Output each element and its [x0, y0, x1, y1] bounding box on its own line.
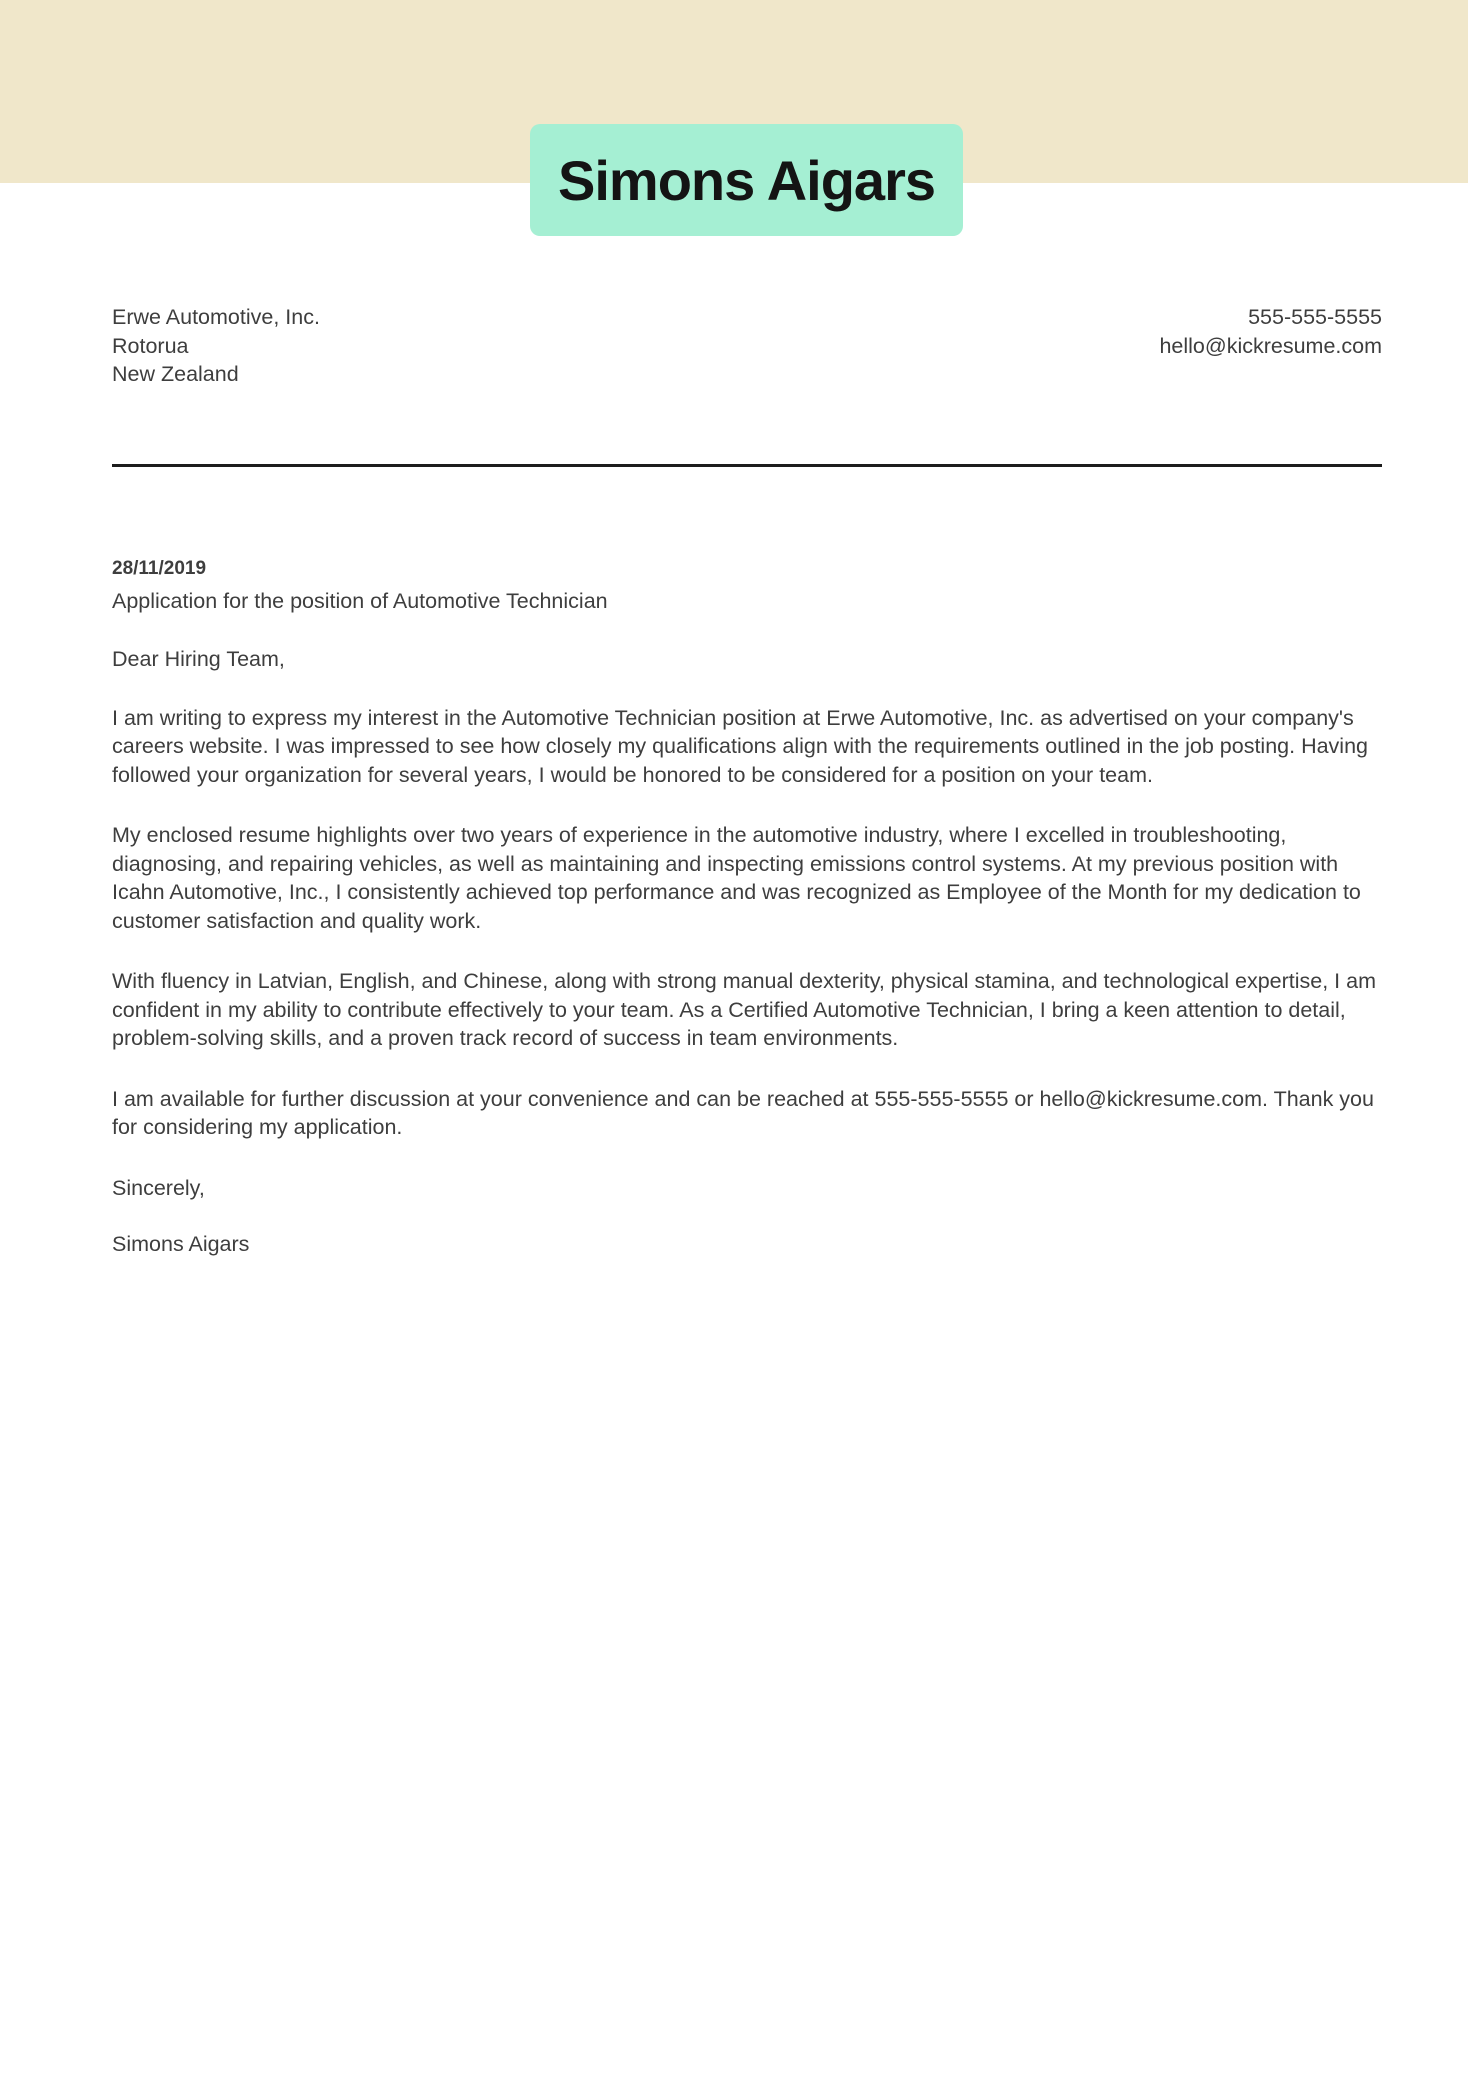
letter-body [112, 555, 1382, 1259]
recipient-company: Erwe Automotive, Inc. [112, 305, 320, 329]
letter-content [112, 183, 1382, 1259]
signature: Simons Aigars [112, 1232, 250, 1256]
recipient-city: Rotorua [112, 333, 189, 358]
body-paragraph-3: With fluency in Latvian, English, and Chinese, along with strong manual dexterity, physical stamina, and technological expertise, I am confident in my ability to contribute effectively to your team. As a Certified Automotive Technician, I bring a keen attention to detail, problem-solving skills, and a proven track record of success in team environments. [112, 969, 1376, 1050]
recipient-country: New Zealand [112, 362, 239, 386]
body-paragraph-4: I am available for further discussion at your convenience and can be reached at 555-555-5555 or hello@kickresume.com. Thank you for considering my application. [112, 1086, 1374, 1139]
body-paragraph-1: I am writing to express my interest in the Automotive Technician position at Erwe Automotive, Inc. as advertised on your company's careers website. I was impressed to see how closely my qualifications align with the requirements outlined in the job posting. Having followed your organization for several years, I would be honored to be considered for a position on your team. [112, 705, 1368, 787]
recipient-block [112, 303, 320, 389]
divider-line [112, 464, 1382, 467]
applicant-name: Simons Aigars [557, 148, 936, 212]
address-row [112, 303, 1382, 389]
phone-number: 555-555-5555 [1248, 305, 1382, 329]
body-paragraph-2: My enclosed resume highlights over two years of experience in the automotive industry, where I excelled in troubleshooting, diagnosing, and repairing vehicles, as well as maintaining and inspecting emissions control systems. At my previous position with Icahn Automotive, Inc., I consistently achieved top performance and was recognized as Employee of the Month for my dedication to customer satisfaction and quality work. [112, 823, 1361, 933]
letter-date: 28/11/2019 [112, 557, 207, 579]
closing: Sincerely, [112, 1175, 205, 1200]
contact-block [1159, 303, 1382, 360]
email-address: hello@kickresume.com [1159, 333, 1382, 358]
salutation: Dear Hiring Team, [112, 647, 285, 671]
subject-line: Application for the position of Automotive Technician [112, 588, 608, 613]
